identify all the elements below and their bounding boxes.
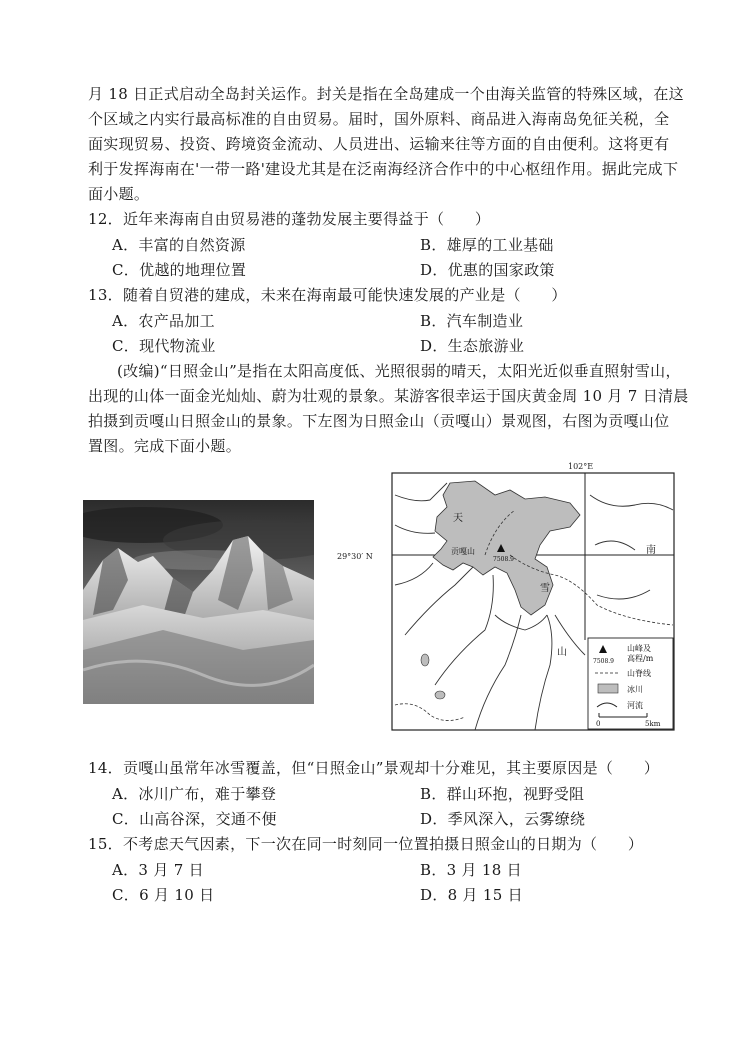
q13-option-d: D．生态旅游业 xyxy=(420,337,525,355)
map-legend xyxy=(588,638,673,729)
gongga-location-map xyxy=(335,455,675,735)
q13-stem: 13．随着自贸港的建成，未来在海南最可能快速发展的产业是（ ） xyxy=(88,286,567,304)
svg-text:河流: 河流 xyxy=(627,701,643,710)
q14-option-b: B．群山环抱，视野受阻 xyxy=(420,785,585,803)
svg-text:高程/m: 高程/m xyxy=(627,654,654,663)
map-latitude-label: 29°30′ N xyxy=(337,552,373,561)
map-char-mountain: 山 xyxy=(557,647,567,658)
peak-elevation: 7508.9 xyxy=(493,556,514,563)
passage2-line-3: 拍摄到贡嘎山日照金山的景象。下左图为日照金山（贡嘎山）景观图，右图为贡嘎山位 xyxy=(88,412,670,430)
svg-text:山峰及: 山峰及 xyxy=(627,644,651,653)
q15-stem: 15．不考虑天气因素，下一次在同一时刻同一位置拍摄日照金山的日期为（ ） xyxy=(88,835,644,853)
svg-text:0: 0 xyxy=(596,720,601,728)
q14-option-a: A．冰川广布，难于攀登 xyxy=(112,785,277,803)
svg-text:5km: 5km xyxy=(645,720,661,728)
passage2-line-1: (改编)“日照金山”是指在太阳高度低、光照很弱的晴天，太阳光近似垂直照射雪山， xyxy=(117,362,681,380)
mountain-photo xyxy=(83,500,314,704)
q13-option-a: A．农产品加工 xyxy=(112,312,215,330)
q12-option-a: A．丰富的自然资源 xyxy=(112,236,246,254)
svg-text:冰川: 冰川 xyxy=(627,685,643,694)
q13-option-b: B．汽车制造业 xyxy=(420,312,524,330)
map-longitude-label: 102°E xyxy=(568,462,594,471)
passage1-line-5: 面小题。 xyxy=(88,185,150,203)
passage1-line-2: 个区域之内实行最高标准的自由贸易。届时，国外原料、商品进入海南岛免征关税，全 xyxy=(88,110,670,128)
passage1-line-3: 面实现贸易、投资、跨境资金流动、人员进出、运输来往等方面的自由便利。这将更有 xyxy=(88,135,670,153)
glacier-char-1: 天 xyxy=(453,513,463,524)
q15-option-b: B．3 月 18 日 xyxy=(420,861,522,879)
passage2-line-4: 置图。完成下面小题。 xyxy=(88,437,242,455)
q12-stem: 12．近年来海南自由贸易港的蓬勃发展主要得益于（ ） xyxy=(88,210,491,228)
q15-option-a: A．3 月 7 日 xyxy=(112,861,204,879)
passage1-line-1: 月 18 日正式启动全岛封关运作。封关是指在全岛建成一个由海关监管的特殊区域，在这 xyxy=(88,85,684,103)
q15-option-c: C．6 月 10 日 xyxy=(112,886,215,904)
q15-option-d: D．8 月 15 日 xyxy=(420,886,523,904)
q14-option-c: C．山高谷深，交通不便 xyxy=(112,810,277,828)
svg-text:7508.9: 7508.9 xyxy=(593,658,614,665)
q14-option-d: D．季风深入，云雾缭绕 xyxy=(420,810,586,828)
glacier-char-2: 雪 xyxy=(540,583,550,594)
svg-text:山脊线: 山脊线 xyxy=(627,669,651,678)
q12-option-b: B．雄厚的工业基础 xyxy=(420,236,554,254)
q14-stem: 14．贡嘎山虽常年冰雪覆盖，但“日照金山”景观却十分难见，其主要原因是（ ） xyxy=(88,759,660,777)
passage1-line-4: 利于发挥海南在'一带一路'建设尤其是在泛南海经济合作中的中心枢纽作用。据此完成下 xyxy=(88,160,679,178)
map-char-south: 南 xyxy=(646,545,656,556)
q13-option-c: C．现代物流业 xyxy=(112,337,216,355)
passage2-line-2: 出现的山体一面金光灿灿、蔚为壮观的景象。某游客很幸运于国庆黄金周 10 月 7 日清晨 xyxy=(88,387,689,405)
q12-option-d: D．优惠的国家政策 xyxy=(420,261,555,279)
peak-name: 贡嘎山 xyxy=(451,547,475,556)
q12-option-c: C．优越的地理位置 xyxy=(112,261,247,279)
